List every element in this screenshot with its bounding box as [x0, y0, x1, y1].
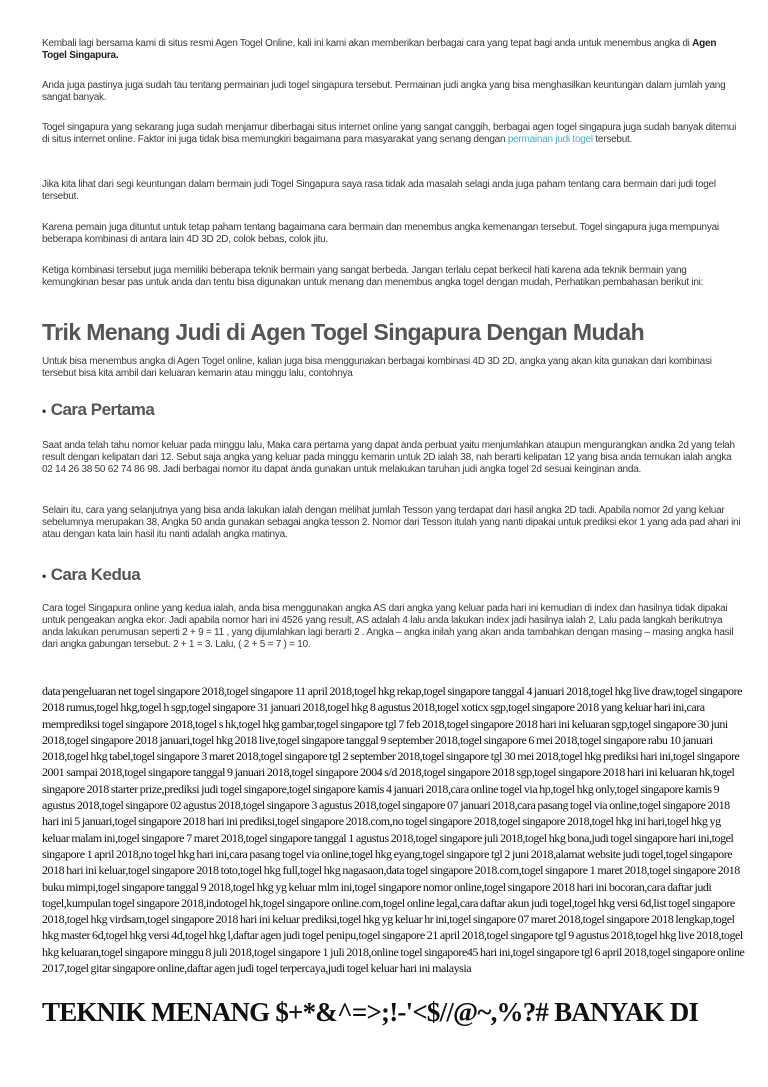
bullet-icon: •	[42, 404, 46, 418]
keyword-list: data pengeluaran net togel singapore 2018,togel singapore 11 april 2018,togel hkg rekap,togel singapore tanggal 4 januari 2018,togel hkg live draw,togel singapore 2018 rumus,togel hkg,togel h sgp,togel singapore 31 januari 2018,togel hkg 8 agustus 2018,togel xoticx sgp,togel singapore 2018 yang keluar hari ini,cara memprediksi togel singapore 2018,togel s hk,togel hkg gambar,togel singapore tgl 7 feb 2018,togel singapore 2018 hari ini keluaran sgp,togel singapore 30 juni 2018,togel singapore 2018 januari,togel hkg 2018 live,togel singapore tanggal 9 september 2018,togel singapore 6 mei 2018,togel singapore rabu 10 januari 2018,togel hkg tabel,togel singapore 3 maret 2018,togel singapore tgl 2 september 2018,togel singapore tgl 30 mei 2018,togel hkg prediksi hari ini,togel singapore 2001 sampai 2018,togel singapore tanggal 9 januari 2018,togel singapore 2004 s/d 2018,togel singapore 2018 sgp,togel singapore 2018 hari ini keluaran hk,togel singapore 2018 starter prize,prediksi judi togel singapore,togel singapore kamis 4 januari 2018,cara online togel via hp,togel hkg only,togel singapore kamis 9 agustus 2018,togel singapore 02 agustus 2018,togel singapore 3 agustus 2018,togel singapore 07 januari 2018,cara pasang togel via online,togel singapore 2018 hari ini 5 januari,togel singapore 2018 hari ini prediksi,togel singapore 2018.com,no togel singapore 2018,togel singapore 2018,togel hkg ini hari,togel hkg yg keluar malam ini,togel singapore 7 maret 2018,togel singapore tanggal 1 agustus 2018,togel singapore juli 2018,togel hkg bona,judi togel singapore hari ini,togel singapore 1 april 2018,no togel hkg hari ini,cara pasang togel via online,togel hkg eyang,togel singapore tgl 2 juni 2018,alamat website judi togel,togel singapore 2018 hari ini keluar,togel singapore 2018 toto,togel hkg full,togel hkg nagasaon,data togel singapore 2018.com,togel singapore 1 maret 2018,togel singapore 2018 buku mimpi,togel singapore tanggal 9 2018,togel hkg yg keluar mlm ini,togel singapore nomor online,togel singapore 2018 hari ini bocoran,cara daftar judi togel,kumpulan togel singapore 2018,indotogel hk,togel singapore online.com,togel online legal,cara daftar akun judi togel,togel hkg versi 6d,list togel singapore 2018,togel hkg virdsam,togel singapore 2018 hari ini keluar prediksi,togel hkg yg keluar hr ini,togel singapore 07 maret 2018,togel singapore 2018 lengkap,togel hkg master 6d,togel hkg versi 4d,togel hkg l,daftar agen judi togel penipu,togel singapore 21 april 2018,togel singapore tgl 9 agustus 2018,togel hkg live 2018,togel hkg keluaran,togel singapore minggu 8 juli 2018,togel singapore 1 juli 2018,online togel singapore45 hari ini,togel singapore tgl 6 april 2018,togel singapore online 2017,togel gitar singapore online,daftar agen judi togel terpercaya,judi togel keluar hari ini malaysia	[42, 684, 745, 976]
permainan-judi-togel-link[interactable]: permainan judi togel	[507, 134, 593, 145]
intro-paragraph-2: Anda juga pastinya juga sudah tau tentang permainan judi togel singapura tersebut. Permainan judi angka yang bisa menghasilkan keuntungan dalam jumlah yang sangat banyak.	[42, 80, 726, 103]
intro-paragraph-6: Ketiga kombinasi tersebut juga memiliki beberapa teknik bermain yang sangat berbeda. Jangan terlalu cepat berkecil hati karena ada teknik bermain yang kemungkinan besar pas untuk anda dan tentu bisa digunakan untuk menang dan menembus angka togel dengan mudah, Perhatikan pembahasan berikut ini:	[42, 265, 704, 288]
cara-kedua-paragraph: Cara togel Singapura online yang kedua ialah, anda bisa menggunakan angka AS dari angka yang keluar pada hari ini kemudian di index dan hasilnya tidak dipakai untuk pengeakan angka ekor. Jadi apabila nomor hari ini 4526 yang result, AS adalah 4 lalu anda lakukan index jadi hasilnya ialah 2, Lalu pada langkah berikutnya anda lakukan perumusan seperti 2 + 9 = 11 , yang dijumlahkan lagi berarti 2 . Angka – angka inilah yang akan anda tambahkan dengan masing – masing angka hasil dari angka gabungan tersebut. 2 + 1 = 3. Lalu, ( 2 + 5 = 7 ) = 10.	[42, 603, 734, 650]
intro-paragraph-3: Togel singapura yang sekarang juga sudah menjamur diberbagai situs internet online yang sangat canggih, berbagai agen togel singapura juga sudah banyak ditemui di situs internet online. Faktor ini juga tidak bisa memungkiri bagaimana para masyarakat yang senang dengan permainan judi togel tersebut.	[42, 122, 737, 145]
main-heading: Trik Menang Judi di Agen Togel Singapura Dengan Mudah	[42, 319, 645, 345]
intro-paragraph-5: Karena pemain juga dituntut untuk tetap paham tentang bagaimana cara bermain dan menembus angka kemenangan tersebut. Togel singapura juga mempunyai beberapa kombinasi di antara lain 4D 3D 2D, colok bebas, colok jitu.	[42, 222, 719, 245]
bold-keyword: Agen Togel Singapura.	[42, 38, 717, 61]
cara-pertama-paragraph-2: Selain itu, cara yang selanjutnya yang bisa anda lakukan ialah dengan melihat jumlah Tesson yang terdapat dari hasil angka 2D tadi. Apabila nomor 2d yang keluar sebelumnya merupakan 38, Angka 50 anda gunakan sebagai angka tesson 2. Nomor dari Tesson itulah yang nanti dipakai untuk prediksi ekor 1 yang ada pad ahari ini atau dengan kata lain hasil itu nanti adalah angka matinya.	[42, 505, 741, 540]
cara-pertama-paragraph-1: Saat anda telah tahu nomor keluar pada minggu lalu, Maka cara pertama yang dapat anda perbuat yaitu menjumlahkan ataupun mengurangkan andka 2d yang telah result dengan kelipatan dari 12. Sebut saja angka yang keluar pada minggu kemarin untuk 2D ialah 38, nah berarti kelipatan 12 yang bisa anda temukan ialah angka 02 14 26 38 50 62 74 86 98. Jadi berbagai nomor itu dapat anda gunakan untuk melakukan taruhan judi angka togel 2d sesuai keinginan anda.	[42, 440, 735, 475]
intro-paragraph-4: Jika kita lihat dari segi keuntungan dalam bermain judi Togel Singapura saya rasa tidak ada masalah selagi anda juga paham tentang cara bermain dari judi togel tersebut.	[42, 179, 716, 202]
intro-paragraph-1: Kembali lagi bersama kami di situs resmi Agen Togel Online, kali ini kami akan memberikan berbagai cara yang tepat bagi anda untuk menembus angka di Agen Togel Singapura.	[42, 38, 717, 61]
bottom-heading: TEKNIK MENANG $+*&^=>;!-'<$//@~,%?# BANYAK DI	[42, 997, 699, 1027]
bullet-icon: •	[42, 569, 46, 583]
cara-pertama-heading: • Cara Pertama	[42, 400, 155, 419]
main-paragraph: Untuk bisa menembus angka di Agen Togel online, kalian juga bisa menggunakan berbagai kombinasi 4D 3D 2D, angka yang akan kita gunakan dari kombinasi tersebut bisa kita ambil dari keluaran kemarin atau minggu lalu, contohnya	[42, 356, 712, 379]
cara-kedua-heading: • Cara Kedua	[42, 565, 141, 584]
